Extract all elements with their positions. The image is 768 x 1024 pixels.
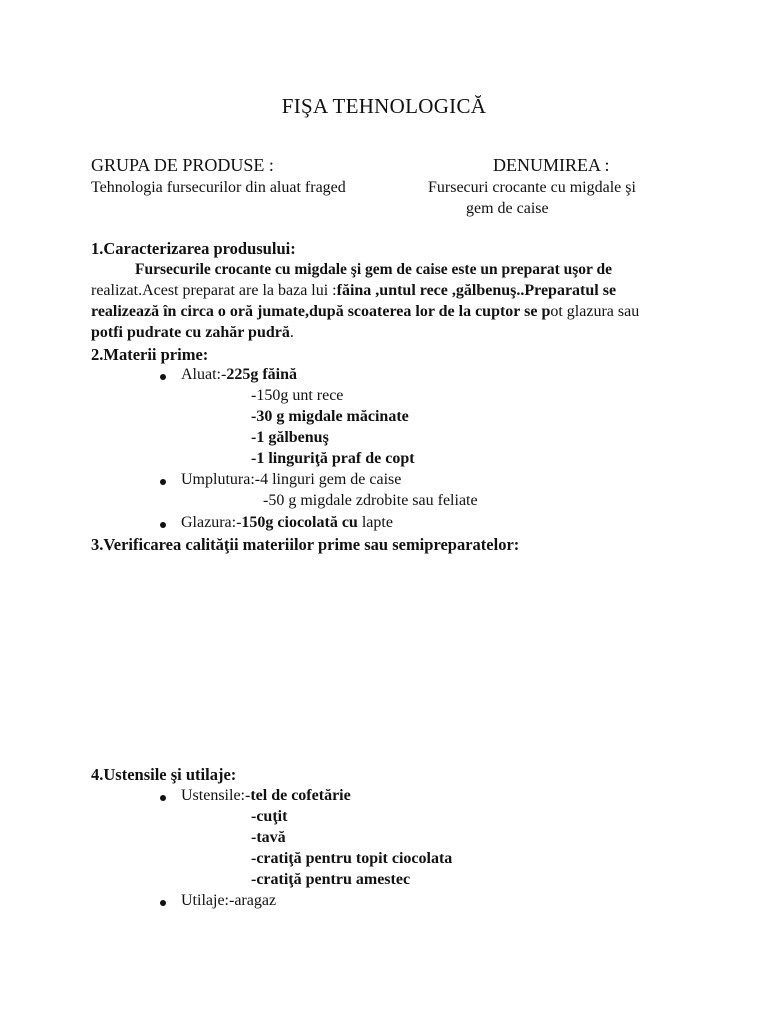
section2-heading: 2.Materii prime: — [91, 345, 209, 364]
aluat-label: Aluat:- — [181, 366, 227, 383]
ustensile-line-3: -tavă — [251, 829, 286, 846]
section1-line2 — [91, 282, 616, 300]
aluat-first: 225g făină — [226, 366, 297, 383]
section1-line4 — [91, 324, 294, 342]
section1-heading: 1.Caracterizarea produsului: — [91, 239, 296, 258]
section1-line2-normal: realizat.Acest preparat are la baza lui : — [91, 282, 337, 299]
aluat-item — [181, 366, 297, 384]
section1-line1: Fursecurile crocante cu migdale şi gem de caise este un preparat uşor de — [135, 261, 612, 278]
ustensile-line-5: -cratiţă pentru amestec — [251, 871, 411, 888]
ustensile-item — [181, 787, 351, 805]
ustensile-label: Ustensile:- — [181, 787, 251, 804]
section3-heading: 3.Verificarea calităţii materiilor prime sau semipreparatelor: — [91, 535, 520, 554]
section1-line4-normal: . — [289, 324, 294, 341]
section1-line3-normal: ot glazura sau — [550, 303, 640, 320]
ustensile-first: tel de cofetărie — [250, 787, 351, 804]
aluat-line-2: -150g unt rece — [251, 387, 344, 404]
umplutura-line-2: -50 g migdale zdrobite sau feliate — [263, 492, 478, 509]
bullet-icon — [160, 900, 166, 906]
product-name-value-line2: gem de caise — [466, 200, 549, 217]
aluat-line-5: -1 linguriţă praf de copt — [251, 450, 415, 467]
product-group-label: GRUPA DE PRODUSE : — [91, 155, 274, 175]
bullet-icon — [160, 522, 166, 528]
aluat-line-3: -30 g migdale măcinate — [251, 408, 409, 425]
document-title: FIŞA TEHNOLOGICĂ — [281, 94, 487, 118]
section1-line3 — [91, 303, 639, 321]
utilaje-item: Utilaje:-aragaz — [181, 892, 277, 909]
product-name-label: DENUMIREA : — [493, 155, 610, 175]
glazura-tail: lapte — [357, 514, 393, 531]
glazura-bold: 150g ciocolată cu — [241, 514, 358, 531]
bullet-icon — [160, 479, 166, 485]
glazura-item — [181, 514, 393, 532]
product-name-value-line1: Fursecuri crocante cu migdale şi — [428, 179, 636, 196]
umplutura-item: Umplutura:-4 linguri gem de caise — [181, 471, 402, 488]
bullet-icon — [160, 374, 166, 380]
aluat-line-4: -1 gălbenuş — [251, 429, 329, 446]
section1-line4-bold: potfi pudrate cu zahăr pudră — [91, 324, 290, 341]
bullet-icon — [160, 795, 166, 801]
section1-line2-bold: făina ,untul rece ,gălbenuş..Preparatul se — [336, 282, 617, 299]
section1-line3-bold: realizează în circa o oră jumate,după scoaterea lor de la cuptor se p — [91, 303, 551, 320]
product-group-value: Tehnologia fursecurilor din aluat fraged — [91, 179, 346, 196]
ustensile-line-4: -cratiţă pentru topit ciocolata — [251, 850, 453, 867]
glazura-label: Glazura:- — [181, 514, 242, 531]
section4-heading: 4.Ustensile şi utilaje: — [91, 765, 237, 784]
ustensile-line-2: -cuţit — [251, 808, 288, 825]
